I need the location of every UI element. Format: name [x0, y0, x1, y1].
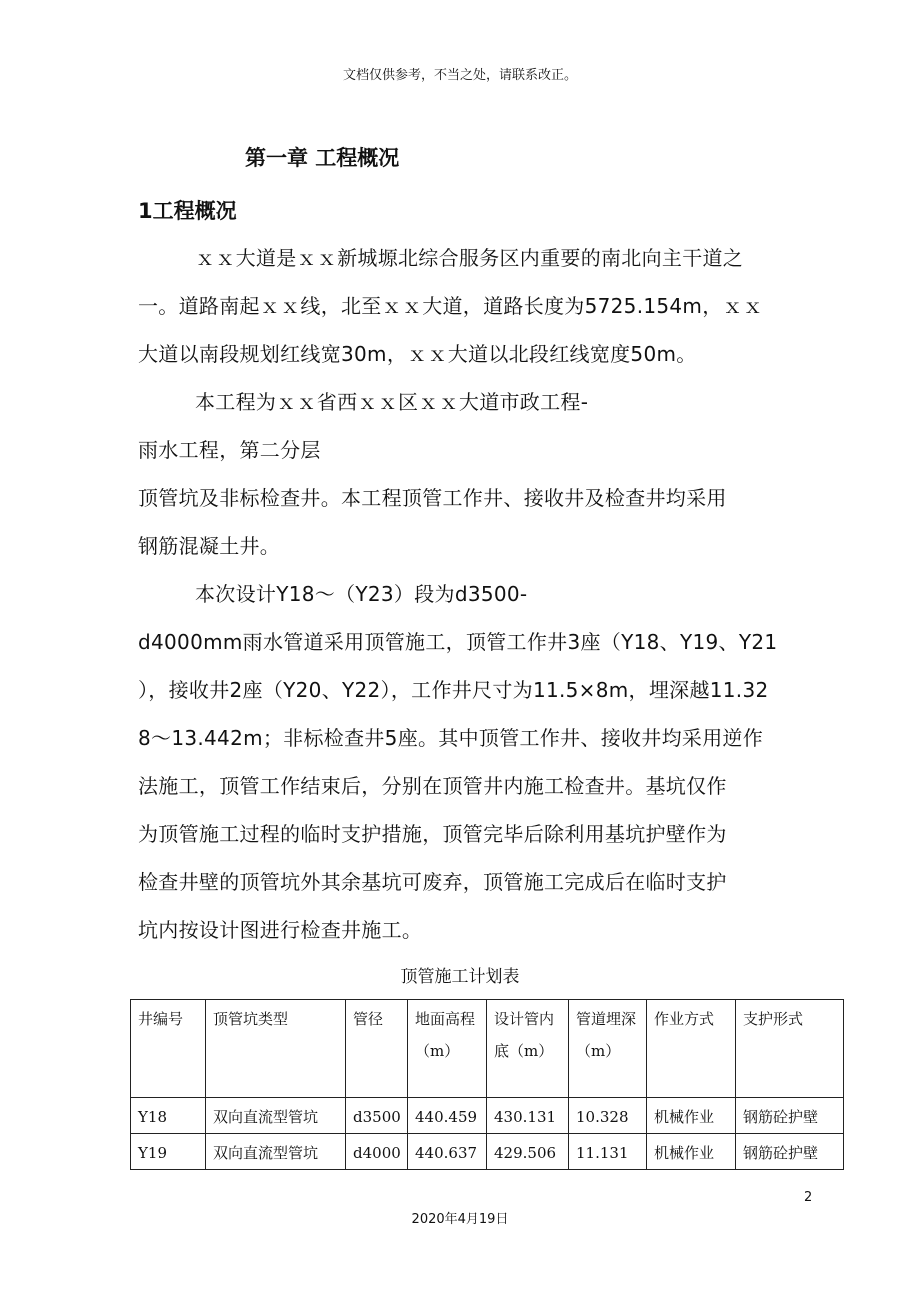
table-row	[131, 1098, 844, 1134]
table-header-cell: 顶管坑类型	[206, 1000, 346, 1098]
paragraph-line: d4000mm雨水管道采用顶管施工，顶管工作井3座（Y18、Y19、Y21	[138, 630, 778, 654]
table-cell: 430.131	[487, 1098, 569, 1134]
construction-plan-table	[130, 999, 844, 1170]
table-cell: d3500	[346, 1098, 408, 1134]
table-header-row	[131, 1000, 844, 1098]
table-header-cell: 作业方式	[647, 1000, 736, 1098]
table-title: 顶管施工计划表	[400, 967, 520, 987]
table-header-cell: 管径	[346, 1000, 408, 1098]
paragraph-line: 一。道路南起ｘｘ线，北至ｘｘ大道，道路长度为5725.154m，ｘｘ	[138, 294, 764, 318]
table-cell: Y19	[131, 1134, 206, 1170]
table-cell: 机械作业	[647, 1134, 736, 1170]
table-cell: 11.131	[569, 1134, 647, 1170]
table-header-cell: 地面高程（m）	[408, 1000, 487, 1098]
table-cell: 钢筋砼护壁	[736, 1134, 844, 1170]
table-cell: 440.459	[408, 1098, 487, 1134]
paragraph-line: 检查井壁的顶管坑外其余基坑可废弃，顶管施工完成后在临时支护	[138, 870, 727, 894]
table-cell: 429.506	[487, 1134, 569, 1170]
paragraph-line: 8～13.442m；非标检查井5座。其中顶管工作井、接收井均采用逆作	[138, 726, 764, 750]
header-disclaimer: 文档仅供参考，不当之处，请联系改正。	[342, 68, 577, 83]
paragraph-line: 本次设计Y18～（Y23）段为d3500-	[195, 582, 528, 606]
table-header-cell: 管道埋深（m）	[569, 1000, 647, 1098]
table-cell: 机械作业	[647, 1098, 736, 1134]
paragraph-line: 本工程为ｘｘ省西ｘｘ区ｘｘ大道市政工程-	[195, 390, 589, 414]
paragraph-line: ｘｘ大道是ｘｘ新城塬北综合服务区内重要的南北向主干道之	[195, 246, 744, 270]
paragraph-line: 坑内按设计图进行检查井施工。	[138, 918, 423, 942]
paragraph-line: 雨水工程，第二分层	[138, 438, 321, 462]
table-row	[131, 1134, 844, 1170]
table-header-cell: 井编号	[131, 1000, 206, 1098]
paragraph-line: 法施工，顶管工作结束后，分别在顶管井内施工检查井。基坑仅作	[138, 774, 727, 798]
table-cell: d4000	[346, 1134, 408, 1170]
table-header-cell: 支护形式	[736, 1000, 844, 1098]
table-cell: 双向直流型管坑	[206, 1134, 346, 1170]
section-title: 1工程概况	[138, 199, 237, 223]
table-cell: 双向直流型管坑	[206, 1098, 346, 1134]
paragraph-line: 钢筋混凝土井。	[138, 534, 281, 558]
footer-date: 2020年4月19日	[411, 1212, 509, 1227]
page-number: 2	[804, 1190, 813, 1205]
table-header-cell: 设计管内底（m）	[487, 1000, 569, 1098]
paragraph-line: 顶管坑及非标检查井。本工程顶管工作井、接收井及检查井均采用	[138, 486, 727, 510]
paragraph-line: 大道以南段规划红线宽30m，ｘｘ大道以北段红线宽度50m。	[138, 342, 697, 366]
table-cell: 10.328	[569, 1098, 647, 1134]
chapter-title: 第一章 工程概况	[245, 146, 400, 170]
table-cell: 440.637	[408, 1134, 487, 1170]
table-cell: 钢筋砼护壁	[736, 1098, 844, 1134]
paragraph-line: ），接收井2座（Y20、Y22），工作井尺寸为11.5×8m，埋深越11.32	[138, 678, 769, 702]
table-cell: Y18	[131, 1098, 206, 1134]
paragraph-line: 为顶管施工过程的临时支护措施，顶管完毕后除利用基坑护壁作为	[138, 822, 727, 846]
